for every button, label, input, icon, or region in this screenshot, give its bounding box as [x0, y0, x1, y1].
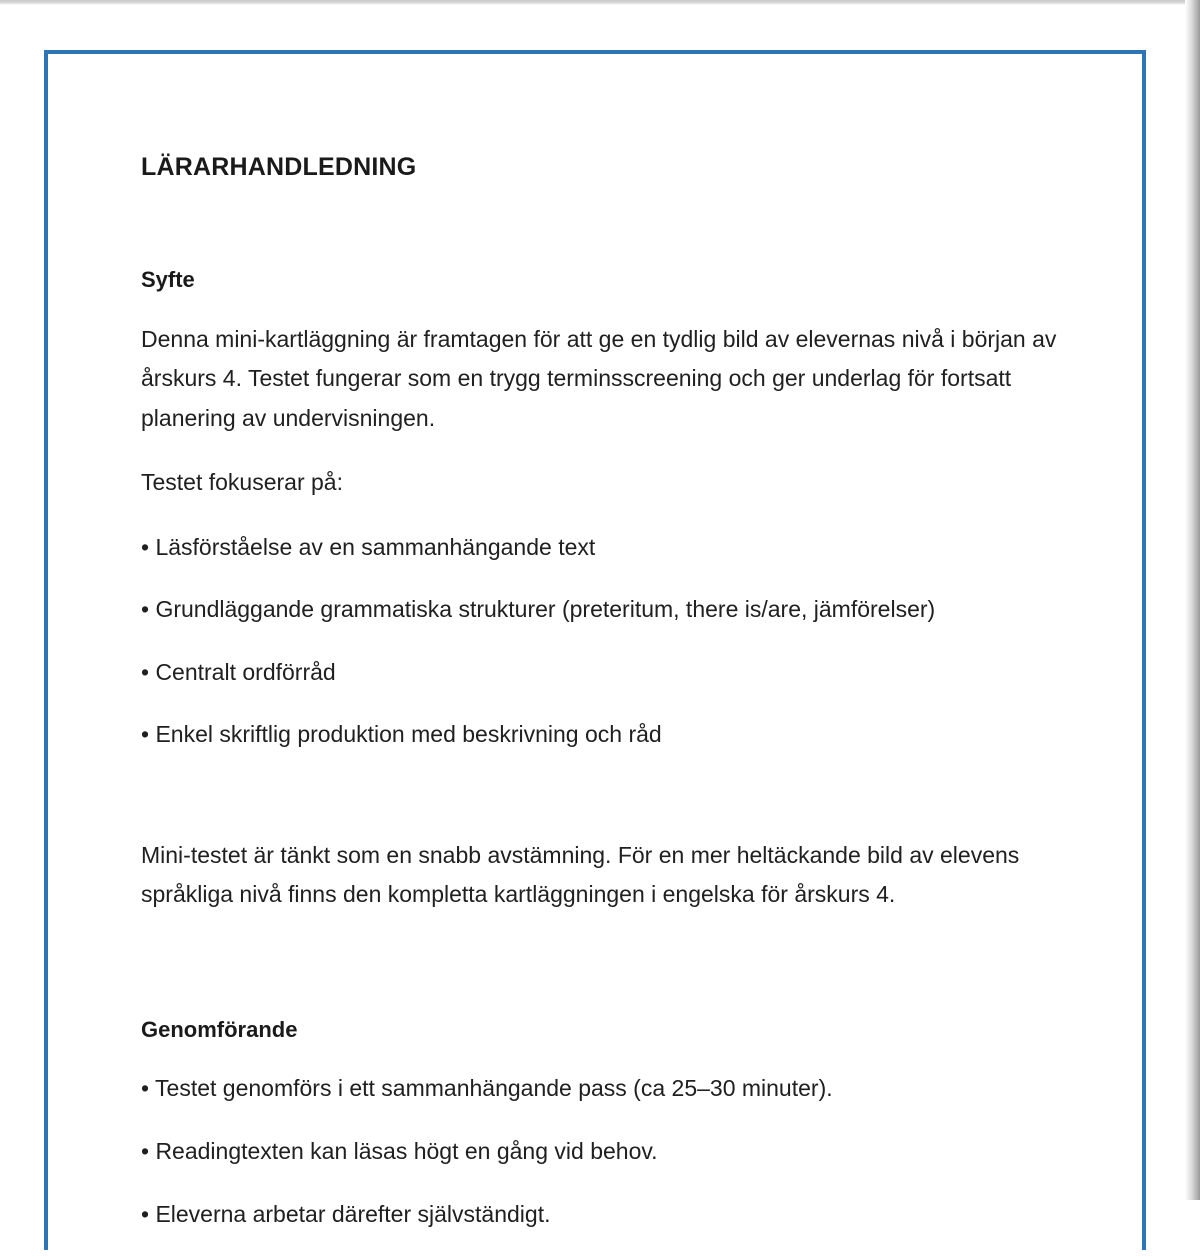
section-heading-syfte: Syfte	[141, 267, 195, 292]
genomforande-bullet-item: • Testet genomförs i ett sammanhängande pass (ca 25–30 minuter).	[141, 1075, 833, 1102]
scan-right-edge-shadow	[1185, 0, 1200, 1200]
paragraph-spacer	[141, 778, 1066, 836]
syfte-bullet-item: • Läsförståelse av en sammanhängande text	[141, 533, 596, 560]
syfte-bullet-item: • Enkel skriftlig produktion med beskrivning och råd	[141, 721, 662, 748]
syfte-bullet-item: • Grundläggande grammatiska strukturer (preteritum, there is/are, jämförelser)	[141, 596, 936, 623]
section-spacer	[141, 940, 1066, 1016]
document-content-column	[141, 152, 1066, 1257]
genomforande-bullet-item: • Readingtexten kan läsas högt en gång vid behov.	[141, 1138, 658, 1165]
page-title: LÄRARHANDLEDNING	[141, 153, 417, 181]
syfte-closing-paragraph: Mini-testet är tänkt som en snabb avstämning. För en mer heltäckande bild av elevens språkliga nivå finns den kompletta kartläggningen i engelska för årskurs 4.	[141, 841, 1020, 908]
syfte-focus-lead: Testet fokuserar på:	[141, 469, 343, 496]
syfte-intro-paragraph: Denna mini-kartläggning är framtagen för att ge en tydlig bild av elevernas nivå i början av årskurs 4. Testet fungerar som en trygg terminsscreening och ger underlag för fortsatt planering av undervisningen.	[141, 325, 1057, 431]
section-heading-genomforande: Genomförande	[141, 1016, 298, 1042]
genomforande-bullet-item: • Eleverna arbetar därefter självständigt.	[141, 1200, 551, 1227]
document-paper	[0, 5, 1185, 1227]
page-border-frame	[44, 50, 1146, 1250]
syfte-bullet-item: • Centralt ordförråd	[141, 658, 336, 685]
